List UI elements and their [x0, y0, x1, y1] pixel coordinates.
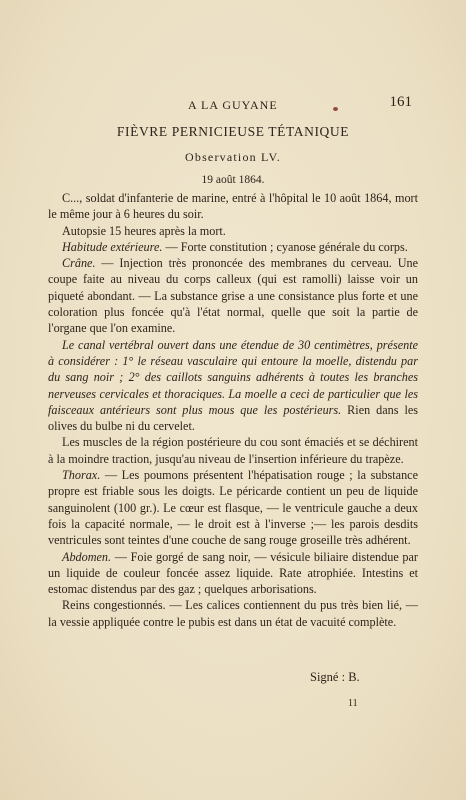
italic-run: Thorax.	[62, 468, 101, 483]
page-number: 161	[389, 94, 412, 110]
signature-mark: 11	[348, 698, 358, 709]
signature: Signé : B.	[310, 670, 360, 684]
text-run: — Les poumons présentent l'hépatisation rouge ; la substance propre est friable sous les doigts. Le péricarde contient un peu de liquide sanguinolent (100 gr.). Le cœur est flasque, — le ventricule gauche a deux fois la capacité normale, — le droit est à l'inverse ;— les parois desdits ventricules sont teintes d'une couche de sang rouge groseille très adhérent.	[48, 468, 418, 548]
text-run: Reins congestionnés. — Les calices contiennent du pus très bien lié, — la vessie appliquée contre le pubis est dans un état de vacuité complète.	[48, 598, 418, 629]
paragraph	[48, 467, 418, 548]
text-run: Rien dans les olives du bulbe ni du cervelet.	[48, 402, 418, 434]
paragraph	[48, 223, 418, 239]
section-title: FIÈVRE PERNICIEUSE TÉTANIQUE	[116, 124, 350, 139]
running-title: A LA GUYANE	[188, 98, 278, 112]
body-text	[48, 190, 418, 630]
observation-heading: Observation LV.	[185, 150, 281, 164]
paragraph	[48, 239, 418, 255]
paragraph	[48, 255, 418, 336]
observation-date: 19 août 1864.	[201, 174, 265, 186]
paragraph	[48, 190, 418, 223]
paragraph	[48, 549, 418, 598]
text-run: — Injection très prononcée des membranes du cerveau. Une coupe faite au niveau du corps calleux (qui est ramolli) laisse voir un piqueté abondant. — La substance grise a une consistance plus forte et une coloration plus foncée qu'à l'état normal, quelle que soit la partie de l'organe que l'on examine.	[48, 256, 418, 336]
italic-run: Abdomen.	[62, 549, 112, 564]
italic-run: Le canal vertébral ouvert dans une étendue de 30 centimètres, présente à considérer : 1° le réseau vasculaire qui entoure la moelle, distendu par du sang noir ; 2° des caillots sanguins adhérents à toutes les branches nerveuses cervicales et thoraciques. La moelle a ceci de particulier que les faisceaux antérieurs sont plus mous que les postérieurs.	[48, 337, 418, 417]
text-run: C..., soldat d'infanterie de marine, entré à l'hôpital le 10 août 1864, mort le même jour à 6 heures du soir.	[48, 191, 418, 222]
paragraph	[48, 597, 418, 630]
paragraph	[48, 337, 418, 435]
paragraph	[48, 434, 418, 467]
italic-run: Crâne.	[62, 256, 96, 271]
italic-run: Habitude extérieure.	[62, 239, 163, 254]
ink-smudge	[333, 107, 338, 111]
text-run: — Foie gorgé de sang noir, — vésicule biliaire distendue par un liquide de couleur foncée assez liquide. Rate atrophiée. Intestins et estomac distendus par des gaz ; quelques arborisations.	[48, 549, 418, 597]
text-run: Autopsie 15 heures après la mort.	[62, 223, 226, 238]
text-run: — Forte constitution ; cyanose générale du corps.	[162, 239, 408, 254]
text-run: Les muscles de la région postérieure du cou sont émaciés et se déchirent à la moindre traction, jusqu'au niveau de l'insertion inférieure du trapèze.	[48, 435, 418, 466]
